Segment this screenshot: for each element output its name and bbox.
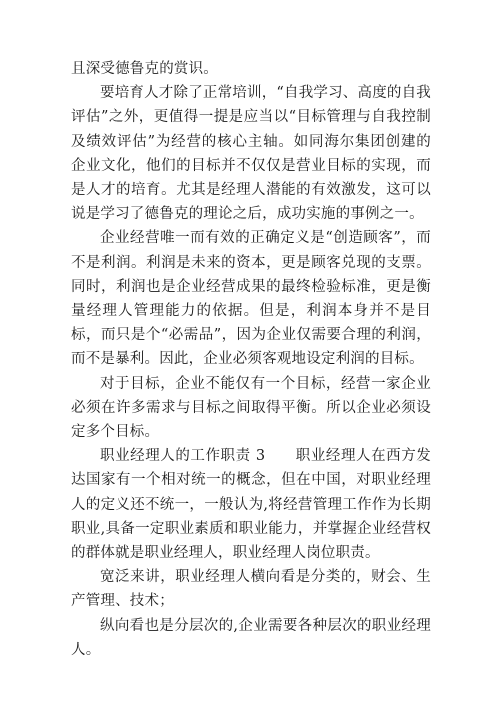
paragraph-multiple-goals: 对于目标，企业不能仅有一个目标，经营一家企业必须在许多需求与目标之间取得平衡。所以企业必须设定多个目标。: [71, 375, 431, 441]
paragraph-talent-cultivation: 要培育人才除了正常培训，“自我学习、高度的自我评估”之外，更值得一提是应当以“目标管理与自我控制及绩效评估”为经营的核心主轴。如同海尔集团创建的企业文化，他们的目标并不仅仅是营业目标的实现，而是人才的培育。尤其是经理人潜能的有效激发，这可以说是学习了德鲁克的理论之后，成功实施的事例之一。: [71, 85, 432, 223]
document-body: [71, 57, 431, 662]
paragraph-vertical-view: 纵向看也是分层次的,企业需要各种层次的职业经理人。: [71, 617, 431, 658]
paragraph-manager-duties: 职业经理人的工作职责 3 职业经理人在西方发达国家有一个相对统一的概念，但在中国，对职业经理人的定义还不统一，一般认为,将经营管理工作作为长期职业,具备一定职业素质和职业能力，并掌握企业经营权的群体就是职业经理人，职业经理人岗位职责。: [71, 448, 431, 562]
paragraph-continuation: 且深受德鲁克的赏识。: [71, 61, 218, 77]
paragraph-horizontal-view: 宽泛来讲，职业经理人横向看是分类的，财会、生产管理、技术；: [71, 569, 431, 610]
paragraph-create-customer: 企业经营唯一而有效的正确定义是“创造顾客”，而不是利润。利润是未来的资本，更是顾客兑现的支票。同时，利润也是企业经营成果的最终检验标准，更是衡量经理人管理能力的依据。但是，利润本身并不是目标，而只是个“必需品”，因为企业仅需要合理的利润，而不是暴利。因此，企业必须客观地设定利润的目标。: [71, 230, 431, 368]
